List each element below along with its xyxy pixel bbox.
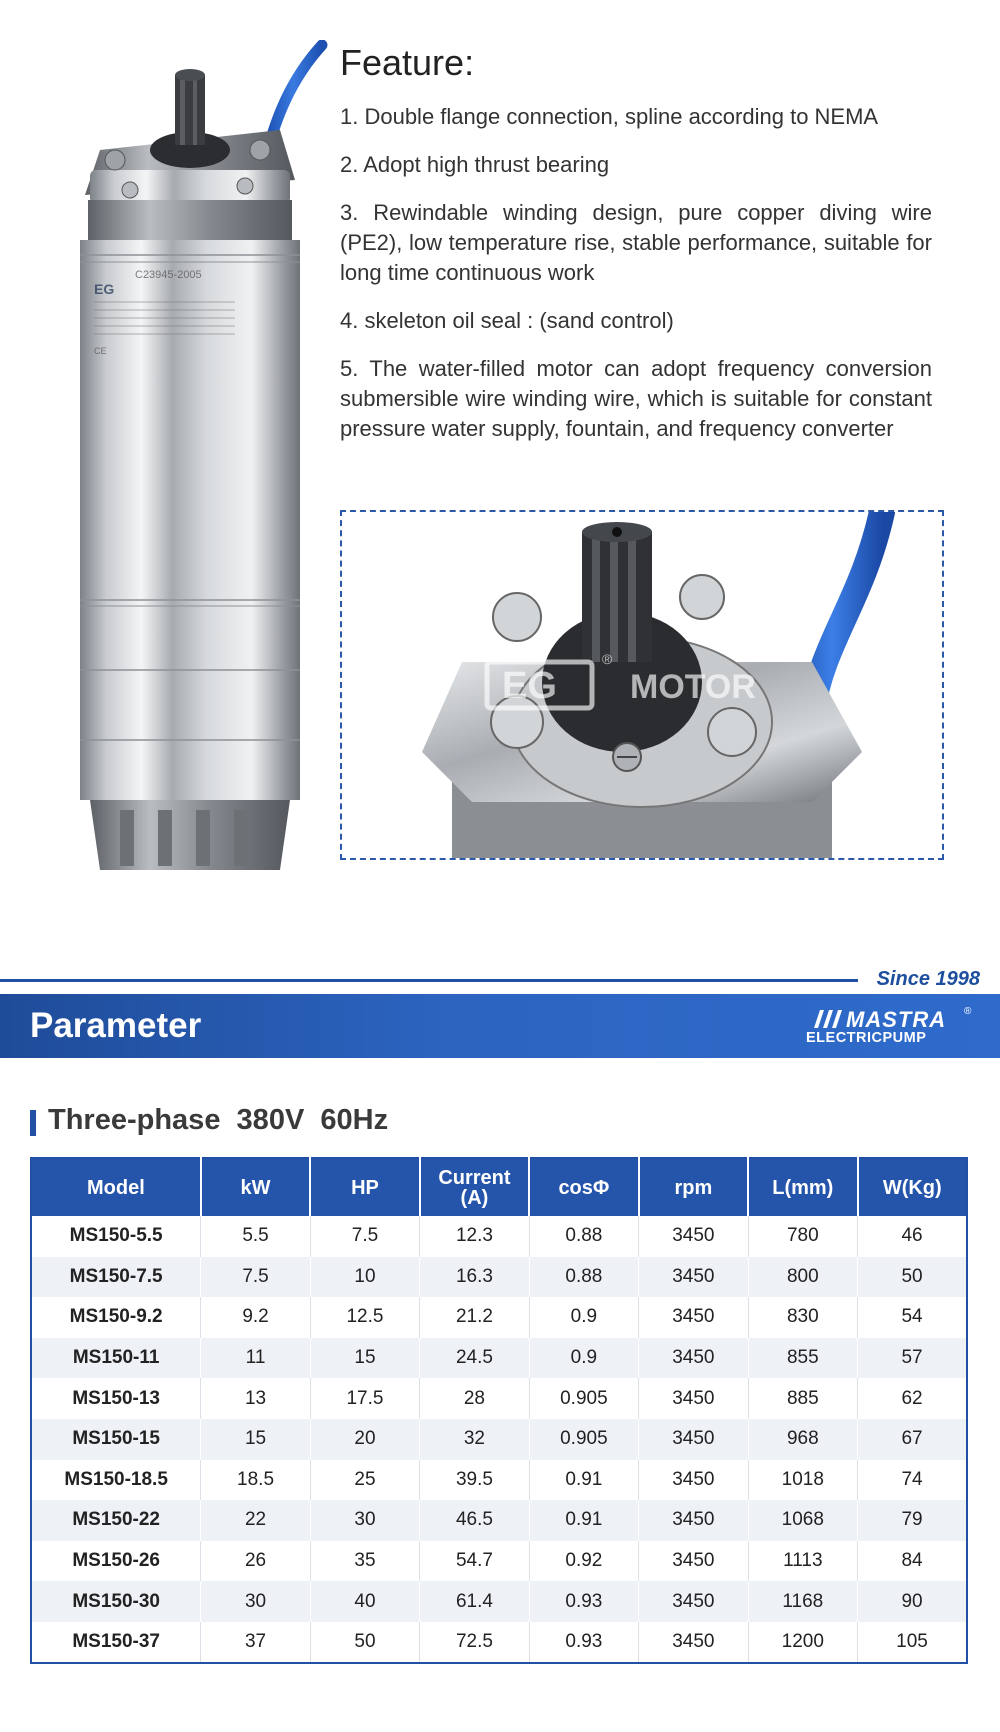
- cell-rpm: 3450: [639, 1378, 748, 1419]
- table-row: [31, 1460, 967, 1501]
- cell-cosphi: 0.9: [529, 1338, 638, 1379]
- cell-current: 24.5: [420, 1338, 529, 1379]
- table-row: [31, 1297, 967, 1338]
- cell-model: MS150-13: [31, 1378, 201, 1419]
- cell-weight: 57: [858, 1338, 967, 1379]
- cell-model: MS150-37: [31, 1622, 201, 1663]
- table-row: [31, 1257, 967, 1298]
- cell-weight: 67: [858, 1419, 967, 1460]
- table-row: [31, 1378, 967, 1419]
- cell-cosphi: 0.88: [529, 1216, 638, 1257]
- cell-current: 54.7: [420, 1541, 529, 1582]
- cell-cosphi: 0.93: [529, 1622, 638, 1663]
- cell-cosphi: 0.91: [529, 1460, 638, 1501]
- cell-hp: 40: [310, 1581, 419, 1622]
- svg-text:EG: EG: [94, 281, 115, 297]
- cell-length: 968: [748, 1419, 857, 1460]
- cell-length: 780: [748, 1216, 857, 1257]
- table-row: [31, 1419, 967, 1460]
- cell-weight: 105: [858, 1622, 967, 1663]
- cell-current: 12.3: [420, 1216, 529, 1257]
- col-cosphi: cosΦ: [529, 1158, 638, 1216]
- feature-item: 4. skeleton oil seal : (sand control): [340, 308, 674, 333]
- table-row: [31, 1500, 967, 1541]
- cell-cosphi: 0.905: [529, 1378, 638, 1419]
- col-kw: kW: [201, 1158, 310, 1216]
- svg-text:C23945-2005: C23945-2005: [135, 269, 202, 281]
- cell-cosphi: 0.88: [529, 1257, 638, 1298]
- cell-current: 16.3: [420, 1257, 529, 1298]
- cell-kw: 11: [201, 1338, 310, 1379]
- brand-registered: ®: [964, 1006, 972, 1017]
- cell-model: MS150-11: [31, 1338, 201, 1379]
- cell-cosphi: 0.93: [529, 1581, 638, 1622]
- table-subtitle: Three-phase 380V 60Hz: [48, 1104, 389, 1136]
- cell-cosphi: 0.9: [529, 1297, 638, 1338]
- col-current: Current (A): [420, 1158, 529, 1216]
- cell-kw: 18.5: [201, 1460, 310, 1501]
- cell-kw: 13: [201, 1378, 310, 1419]
- cell-rpm: 3450: [639, 1419, 748, 1460]
- divider-line: [0, 979, 858, 982]
- cell-current: 72.5: [420, 1622, 529, 1663]
- subtitle-accent-bar: [30, 1110, 36, 1136]
- col-model: Model: [31, 1158, 201, 1216]
- feature-section: [340, 42, 932, 462]
- cell-rpm: 3450: [639, 1297, 748, 1338]
- cell-rpm: 3450: [639, 1541, 748, 1582]
- since-label: Since 1998: [876, 968, 980, 990]
- cell-model: MS150-30: [31, 1581, 201, 1622]
- cell-length: 1200: [748, 1622, 857, 1663]
- feature-list: [340, 102, 932, 444]
- cell-current: 39.5: [420, 1460, 529, 1501]
- cell-kw: 15: [201, 1419, 310, 1460]
- cell-weight: 79: [858, 1500, 967, 1541]
- col-hp: HP: [310, 1158, 419, 1216]
- cell-hp: 17.5: [310, 1378, 419, 1419]
- col-length: L(mm): [748, 1158, 857, 1216]
- cell-kw: 37: [201, 1622, 310, 1663]
- cell-length: 855: [748, 1338, 857, 1379]
- cell-kw: 5.5: [201, 1216, 310, 1257]
- feature-item: 2. Adopt high thrust bearing: [340, 152, 610, 177]
- cell-weight: 90: [858, 1581, 967, 1622]
- feature-heading: Feature:: [340, 42, 475, 83]
- cell-weight: 74: [858, 1460, 967, 1501]
- cell-hp: 15: [310, 1338, 419, 1379]
- cell-kw: 30: [201, 1581, 310, 1622]
- cell-kw: 9.2: [201, 1297, 310, 1338]
- watermark-text: MOTOR: [630, 668, 756, 706]
- cell-kw: 7.5: [201, 1257, 310, 1298]
- cell-hp: 12.5: [310, 1297, 419, 1338]
- cell-current: 28: [420, 1378, 529, 1419]
- cell-weight: 54: [858, 1297, 967, 1338]
- cell-model: MS150-22: [31, 1500, 201, 1541]
- cell-hp: 7.5: [310, 1216, 419, 1257]
- cell-weight: 50: [858, 1257, 967, 1298]
- cell-length: 885: [748, 1378, 857, 1419]
- cell-length: 1168: [748, 1581, 857, 1622]
- cell-model: MS150-5.5: [31, 1216, 201, 1257]
- cell-length: 1068: [748, 1500, 857, 1541]
- cell-rpm: 3450: [639, 1257, 748, 1298]
- watermark-registered: ®: [602, 651, 613, 667]
- cell-cosphi: 0.92: [529, 1541, 638, 1582]
- cell-length: 830: [748, 1297, 857, 1338]
- watermark-logo: EG: [502, 665, 557, 707]
- cell-length: 1113: [748, 1541, 857, 1582]
- cell-hp: 50: [310, 1622, 419, 1663]
- table-body: [31, 1216, 967, 1663]
- flange-detail-illustration: [342, 512, 942, 858]
- cell-hp: 25: [310, 1460, 419, 1501]
- parameter-banner: [0, 994, 1000, 1058]
- cell-model: MS150-7.5: [31, 1257, 201, 1298]
- cell-model: MS150-9.2: [31, 1297, 201, 1338]
- cell-rpm: 3450: [639, 1338, 748, 1379]
- cell-hp: 10: [310, 1257, 419, 1298]
- cell-model: MS150-15: [31, 1419, 201, 1460]
- table-row: [31, 1541, 967, 1582]
- cell-weight: 84: [858, 1541, 967, 1582]
- cell-hp: 30: [310, 1500, 419, 1541]
- cell-rpm: 3450: [639, 1460, 748, 1501]
- cell-cosphi: 0.905: [529, 1419, 638, 1460]
- table-header-row: [31, 1158, 967, 1216]
- cell-length: 1018: [748, 1460, 857, 1501]
- cell-kw: 26: [201, 1541, 310, 1582]
- table-row: [31, 1338, 967, 1379]
- cell-rpm: 3450: [639, 1500, 748, 1541]
- table-row: [31, 1581, 967, 1622]
- cell-model: MS150-18.5: [31, 1460, 201, 1501]
- col-weight: W(Kg): [858, 1158, 967, 1216]
- section-title: Parameter: [30, 1006, 202, 1045]
- svg-text:CE: CE: [94, 346, 107, 356]
- cell-cosphi: 0.91: [529, 1500, 638, 1541]
- cell-rpm: 3450: [639, 1216, 748, 1257]
- parameter-table: [30, 1157, 968, 1664]
- table-row: [31, 1216, 967, 1257]
- flange-detail-image: [340, 510, 944, 860]
- col-rpm: rpm: [639, 1158, 748, 1216]
- cell-hp: 20: [310, 1419, 419, 1460]
- cell-length: 800: [748, 1257, 857, 1298]
- cell-weight: 62: [858, 1378, 967, 1419]
- feature-item: 1. Double flange connection, spline according to NEMA: [340, 104, 879, 129]
- cell-model: MS150-26: [31, 1541, 201, 1582]
- table-row: [31, 1622, 967, 1663]
- motor-product-image: [60, 40, 330, 875]
- cell-current: 21.2: [420, 1297, 529, 1338]
- brand-subtitle: ELECTRICPUMP: [806, 1030, 927, 1046]
- brand-name: MASTRA: [846, 1007, 947, 1032]
- cell-weight: 46: [858, 1216, 967, 1257]
- cell-kw: 22: [201, 1500, 310, 1541]
- cell-current: 32: [420, 1419, 529, 1460]
- cell-current: 61.4: [420, 1581, 529, 1622]
- feature-item: 5. The water-filled motor can adopt frequency conversion submersible wire winding wire, which is suitable for constant pressure water supply, fountain, and frequency converter: [340, 356, 932, 441]
- cell-rpm: 3450: [639, 1581, 748, 1622]
- cell-rpm: 3450: [639, 1622, 748, 1663]
- feature-item: 3. Rewindable winding design, pure copper diving wire (PE2), low temperature rise, stable performance, suitable for long time continuous work: [340, 200, 932, 285]
- cell-current: 46.5: [420, 1500, 529, 1541]
- cell-hp: 35: [310, 1541, 419, 1582]
